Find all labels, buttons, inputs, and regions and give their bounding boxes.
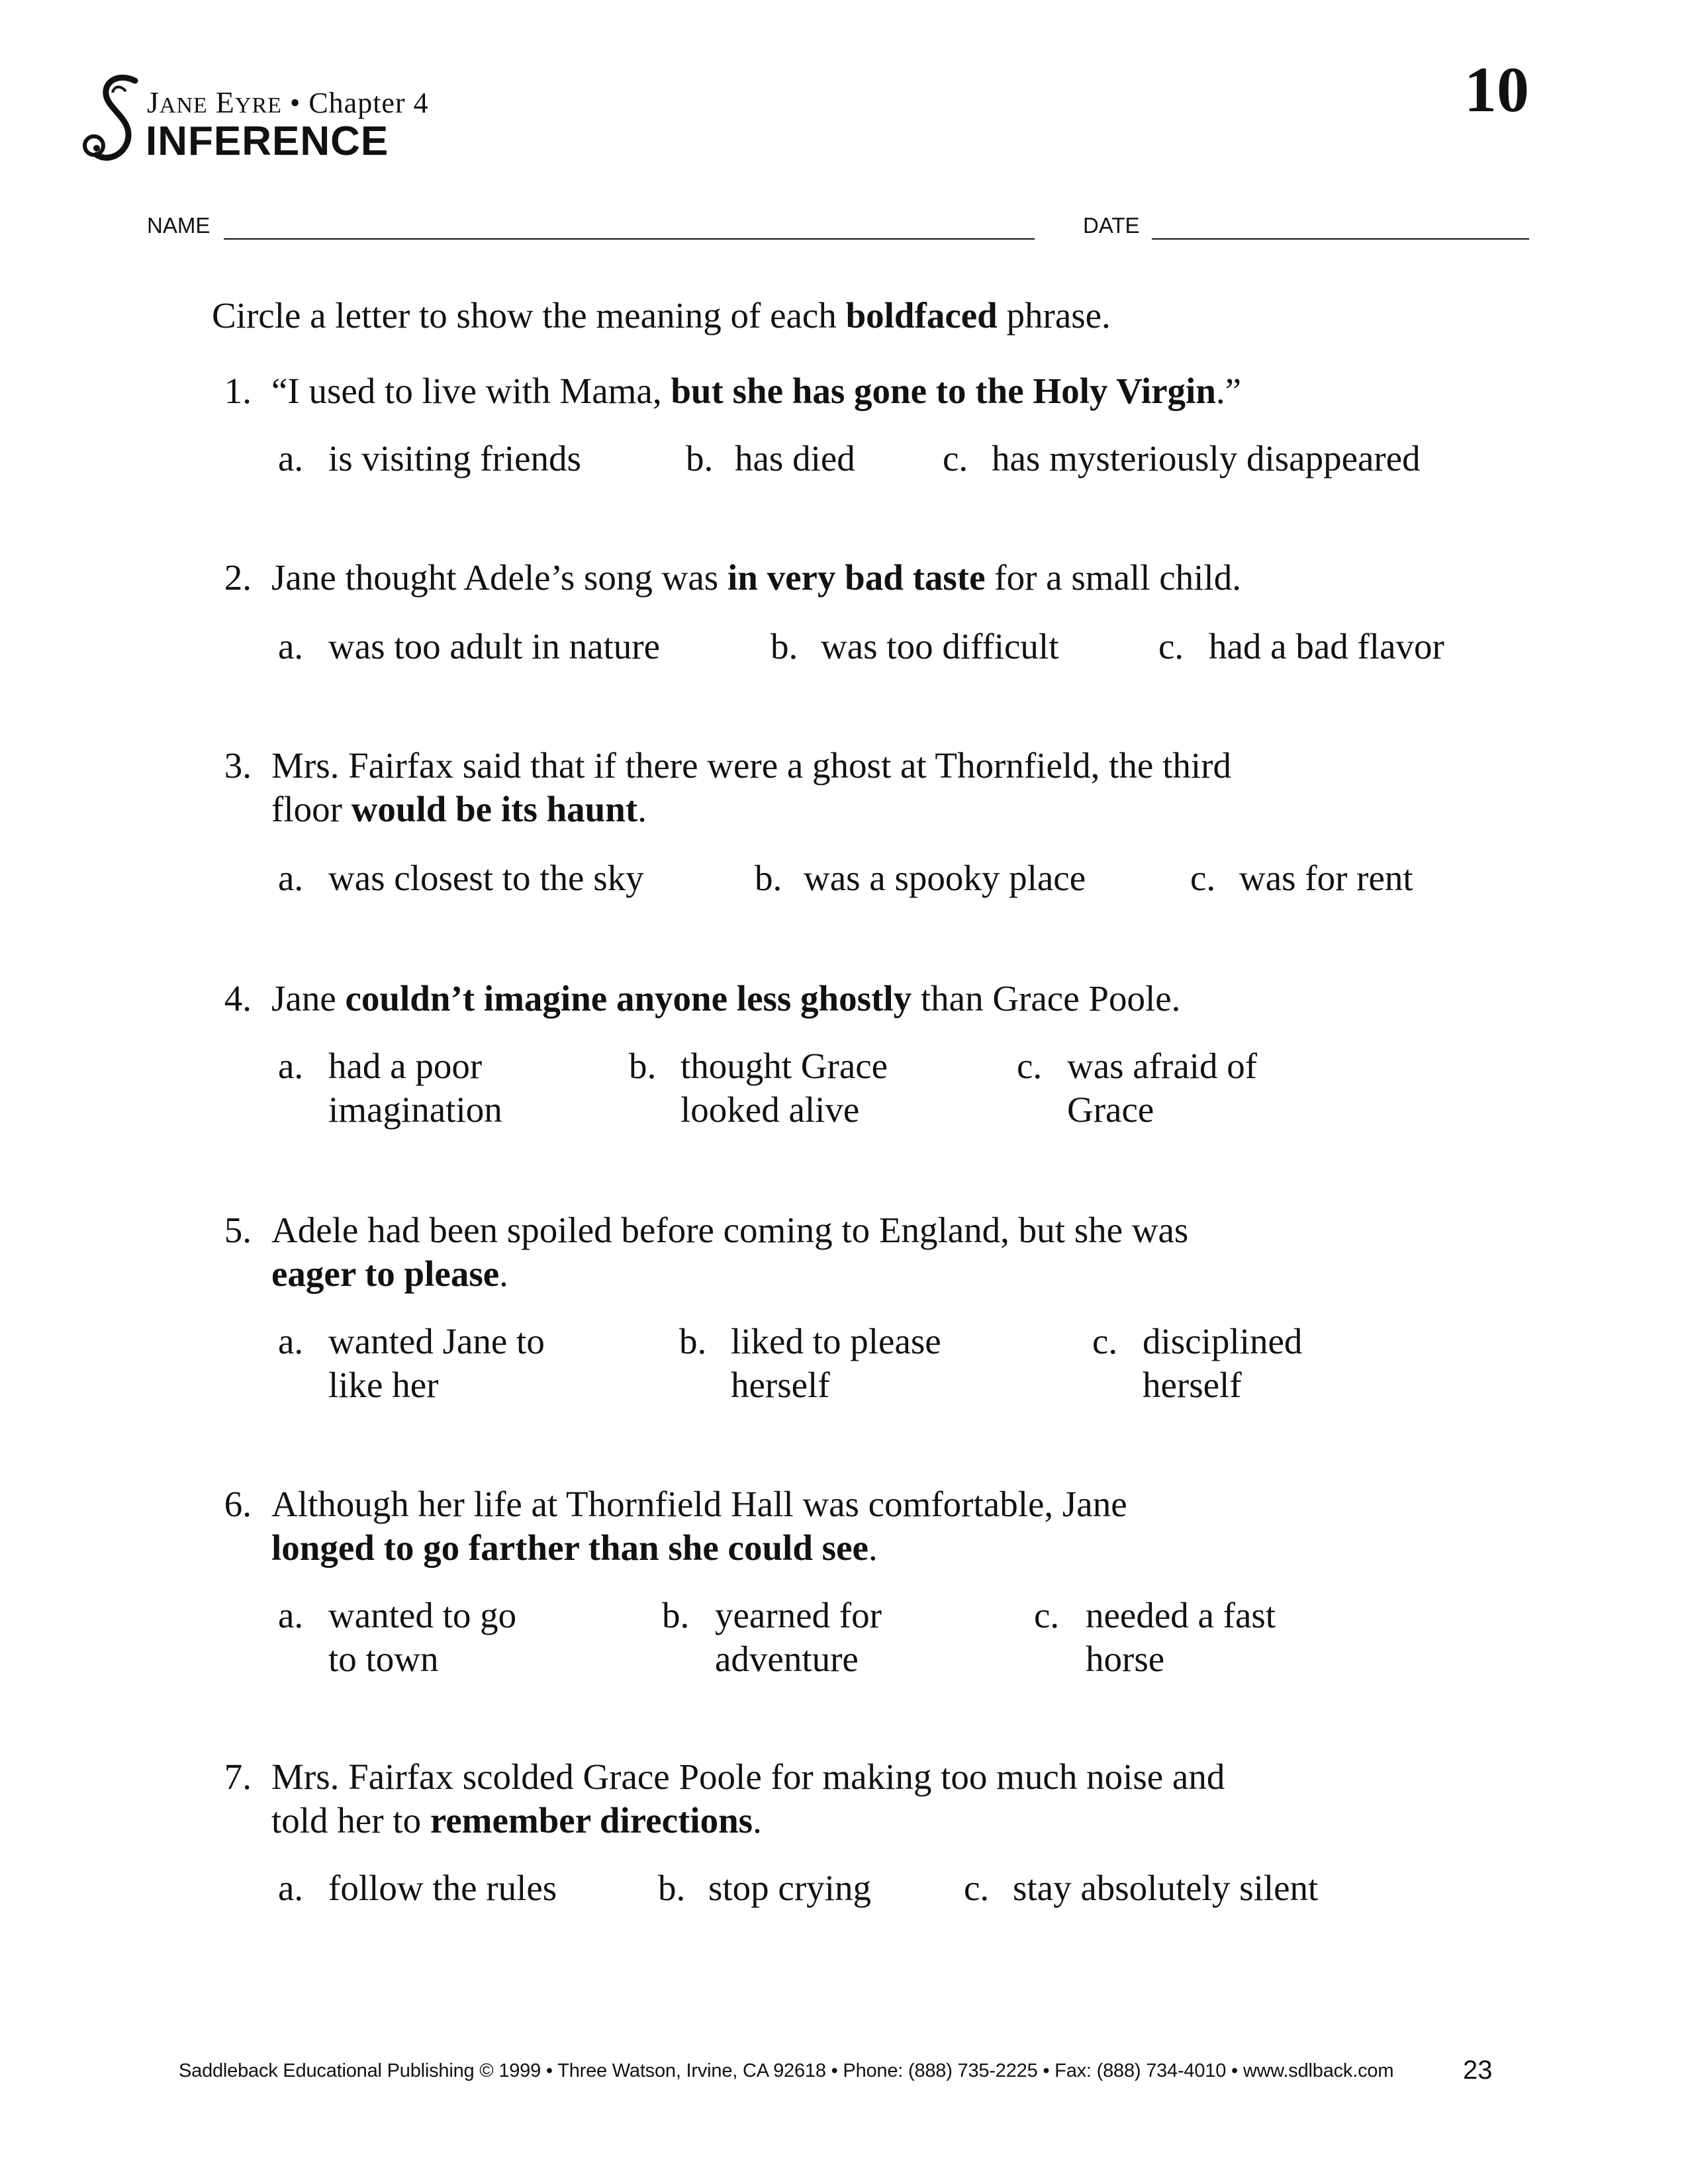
choice-text: has died [735, 438, 855, 478]
choice-text: stay absolutely silent [1013, 1868, 1319, 1908]
question-text-continued: longed to go farther than she could see. [271, 1527, 878, 1568]
choice-text: stop crying [708, 1868, 871, 1908]
choice-text: thought Grace looked alive [680, 1046, 888, 1130]
saddleback-logo-icon [78, 71, 151, 171]
choice-letter[interactable]: c. [964, 1868, 990, 1908]
choice-letter[interactable]: b. [686, 438, 714, 478]
question-text: Mrs. Fairfax said that if there were a ghost at Thornfield, the third [271, 745, 1231, 786]
choice-letter[interactable]: c. [1017, 1046, 1043, 1086]
publisher-credit: Saddleback Educational Publishing © 1999 • Three Watson, Irvine, CA 92618 • Phone: (888) 735-2225 • Fax: (888) 734-4010 • www.sdlback.com [179, 2060, 1394, 2081]
choice-letter[interactable]: b. [679, 1321, 707, 1361]
question-number: 3. [224, 745, 252, 786]
choice-text: is visiting friends [328, 438, 581, 478]
choice-text: needed a fast horse [1086, 1595, 1276, 1679]
question-number: 1. [224, 371, 252, 411]
question-text: Jane couldn’t imagine anyone less ghostly than Grace Poole. [271, 978, 1181, 1019]
question-number: 7. [224, 1756, 252, 1797]
choice-letter[interactable]: c. [1190, 858, 1216, 898]
choice-letter[interactable]: c. [1034, 1595, 1060, 1635]
choice-text: yearned for adventure [715, 1595, 882, 1679]
choice-text: disciplined herself [1143, 1321, 1303, 1405]
choice-letter[interactable]: a. [278, 438, 304, 478]
choice-text: has mysteriously disappeared [992, 438, 1421, 478]
choice-letter[interactable]: a. [278, 1046, 304, 1086]
choice-letter[interactable]: b. [771, 626, 798, 666]
choice-text: follow the rules [328, 1868, 557, 1908]
question-text-continued: floor would be its haunt. [271, 789, 647, 829]
choice-text: was closest to the sky [328, 858, 644, 898]
question-text: “I used to live with Mama, but she has gone to the Holy Virgin.” [271, 371, 1242, 411]
choice-text: was a spooky place [804, 858, 1086, 898]
question-number: 5. [224, 1210, 252, 1250]
question-text-continued: eager to please. [271, 1253, 508, 1294]
question-text: Adele had been spoiled before coming to England, but she was [271, 1210, 1189, 1250]
question-number: 6. [224, 1484, 252, 1524]
name-field[interactable] [224, 238, 1035, 240]
choice-letter[interactable]: a. [278, 1868, 304, 1908]
choice-letter[interactable]: b. [658, 1868, 686, 1908]
choice-text: was for rent [1239, 858, 1413, 898]
choice-letter[interactable]: c. [1158, 626, 1184, 666]
name-label: NAME [147, 213, 211, 238]
choice-letter[interactable]: a. [278, 1321, 304, 1361]
instructions: Circle a letter to show the meaning of each boldfaced phrase. [212, 295, 1111, 336]
choice-letter[interactable]: b. [755, 858, 782, 898]
choice-letter[interactable]: a. [278, 626, 304, 666]
choice-text: liked to please herself [731, 1321, 941, 1405]
choice-text: wanted Jane to like her [328, 1321, 545, 1405]
date-field[interactable] [1152, 238, 1529, 240]
choice-letter[interactable]: b. [662, 1595, 690, 1635]
choice-letter[interactable]: b. [629, 1046, 657, 1086]
question-text: Mrs. Fairfax scolded Grace Poole for making too much noise and [271, 1756, 1225, 1797]
choice-text: had a bad flavor [1209, 626, 1444, 666]
choice-letter[interactable]: c. [943, 438, 968, 478]
question-number: 2. [224, 557, 252, 598]
choice-letter[interactable]: a. [278, 858, 304, 898]
question-text: Although her life at Thornfield Hall was comfortable, Jane [271, 1484, 1127, 1524]
worksheet-number: 10 [1464, 54, 1529, 126]
question-text: Jane thought Adele’s song was in very bad taste for a small child. [271, 557, 1241, 598]
choice-text: had a poor imagination [328, 1046, 502, 1130]
choice-letter[interactable]: c. [1092, 1321, 1118, 1361]
question-number: 4. [224, 978, 252, 1019]
section-title: INFERENCE [146, 118, 389, 164]
choice-text: was too adult in nature [328, 626, 660, 666]
choice-text: wanted to go to town [328, 1595, 517, 1679]
choice-text: was afraid of Grace [1067, 1046, 1258, 1130]
date-label: DATE [1083, 213, 1140, 238]
choice-letter[interactable]: a. [278, 1595, 304, 1635]
choice-text: was too difficult [821, 626, 1059, 666]
question-text-continued: told her to remember directions. [271, 1800, 762, 1841]
page-number: 23 [1463, 2056, 1493, 2085]
book-chapter-title: JANE EYRE • Chapter 4 [147, 85, 429, 119]
